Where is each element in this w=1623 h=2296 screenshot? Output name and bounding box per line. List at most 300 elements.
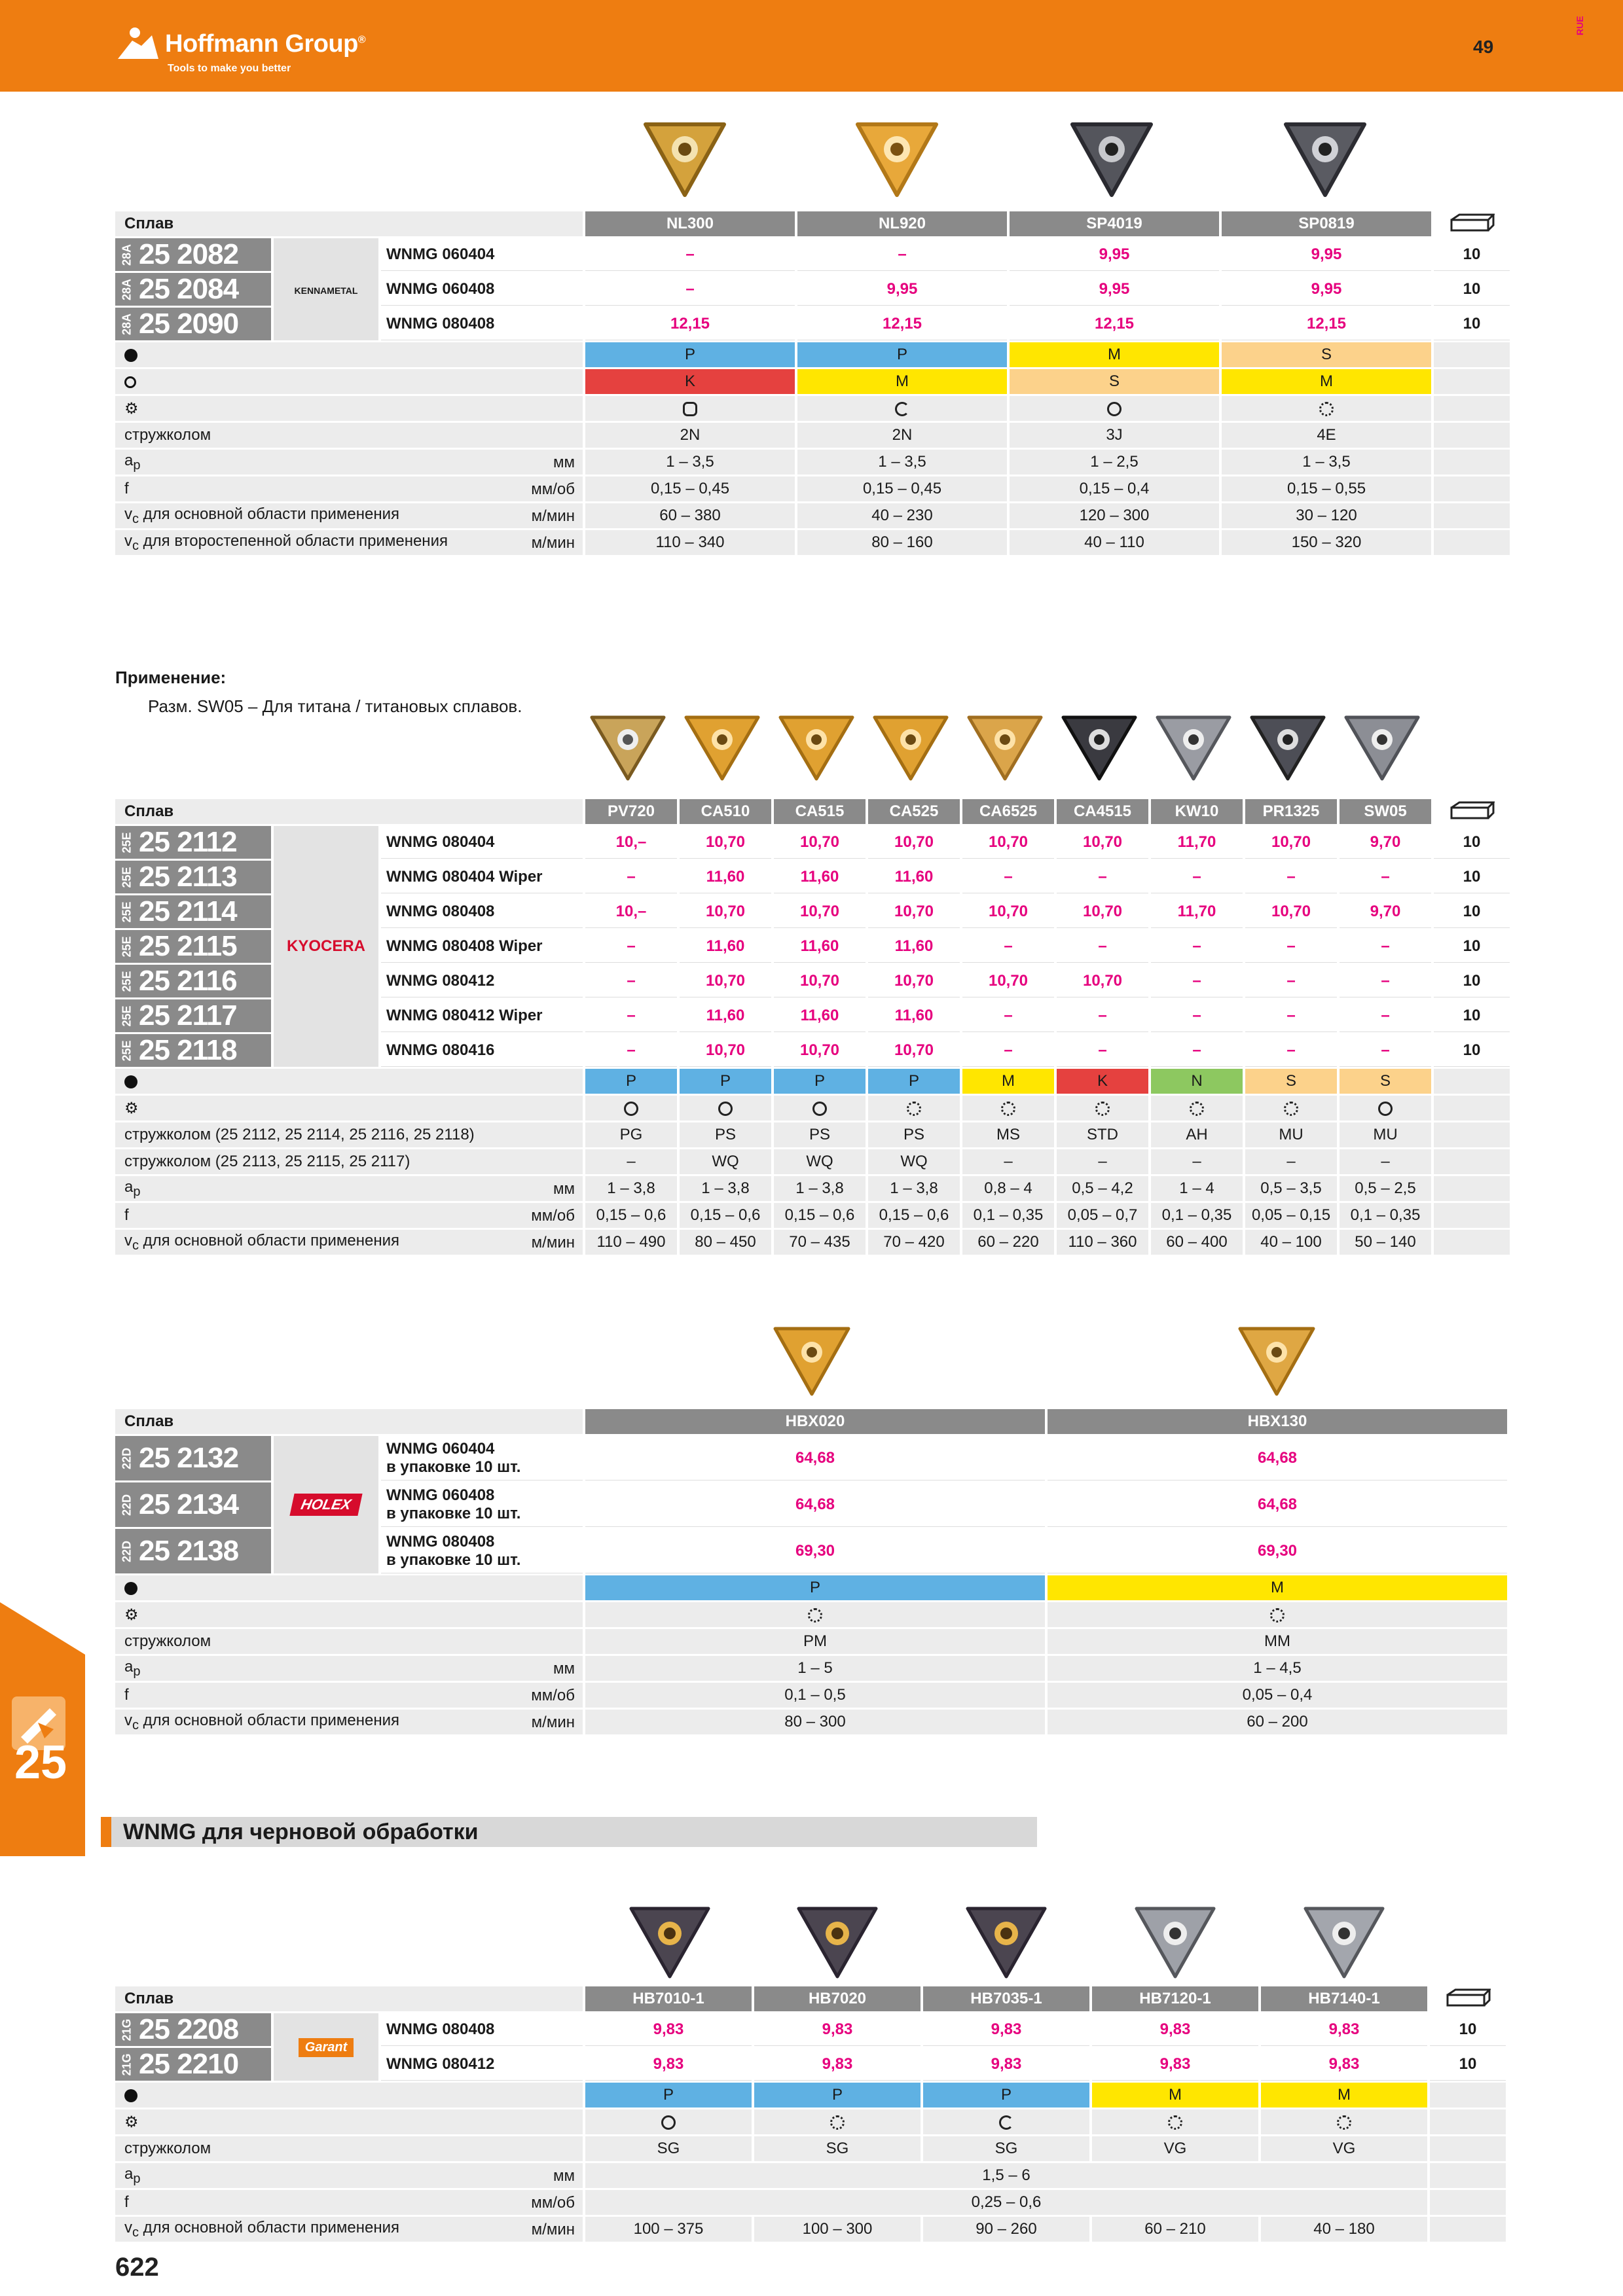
feed-value: 0,15 – 0,6: [868, 1203, 960, 1228]
ap-value: 1 – 5: [585, 1656, 1045, 1681]
ap-value: 0,5 – 2,5: [1340, 1176, 1431, 1201]
grade-header: HB7140-1: [1261, 1986, 1427, 2011]
vc-value: 110 – 360: [1057, 1230, 1148, 1255]
kyocera-table: [115, 797, 1512, 1257]
price: –: [962, 861, 1054, 893]
application-code: P: [680, 1069, 771, 1094]
price: –: [1057, 930, 1148, 963]
section-banner-mark: [101, 1817, 111, 1847]
ap-value: 1 – 3,8: [774, 1176, 866, 1201]
vc-value: 80 – 300: [585, 1710, 1045, 1734]
price: 10,70: [1057, 965, 1148, 997]
price: –: [1057, 861, 1148, 893]
article-number: 22D 25 2134: [115, 1482, 271, 1527]
chipbreaker-shape-label: [115, 2109, 583, 2134]
chapter-number: 25: [14, 1736, 67, 1789]
kennametal-logo: KENNAMETAL: [274, 238, 378, 340]
price: –: [1245, 965, 1337, 997]
insert-image-hbx130: [1231, 1316, 1322, 1401]
application-code: K: [585, 369, 795, 394]
chipbreaker-shape-icon: [1319, 402, 1334, 416]
open-circle-icon: [124, 376, 136, 388]
insert-code: WNMG 060408 в упаковке 10 шт.: [381, 1482, 583, 1527]
price: 10,70: [962, 895, 1054, 928]
feed-label: f мм/об: [115, 2190, 583, 2215]
alloy-label: Сплав: [115, 1409, 583, 1434]
ap-value: 1 – 3,5: [797, 450, 1007, 475]
application-code: S: [1010, 369, 1219, 394]
application-title: Применение:: [115, 668, 227, 687]
pack-qty: 10: [1430, 2013, 1506, 2046]
package-icon: [1449, 800, 1495, 819]
feed-value: 0,15 – 0,45: [797, 476, 1007, 501]
chipbreaker-shape-icon: [812, 1102, 827, 1116]
vc-value: 30 – 120: [1222, 503, 1431, 528]
chipbreaker-shape-icon: [1095, 1102, 1110, 1116]
vc-value: 110 – 490: [585, 1230, 677, 1255]
grade-header: SW05: [1340, 799, 1431, 824]
vc-value: 80 – 450: [680, 1230, 771, 1255]
article-number: 28A 25 2090: [115, 308, 271, 340]
price: 12,15: [585, 308, 795, 340]
price: 10,–: [585, 895, 677, 928]
price: –: [1340, 930, 1431, 963]
grade-header: KW10: [1151, 799, 1243, 824]
holex-logo: HOLEX: [274, 1436, 378, 1573]
application-code: M: [1010, 342, 1219, 367]
application-code: M: [1222, 369, 1431, 394]
price: 9,95: [1222, 273, 1431, 306]
grade-header: PV720: [585, 799, 677, 824]
chipbreaker-value: AH: [1151, 1122, 1243, 1147]
kyocera-logo: KYOCERA: [274, 826, 378, 1067]
chipbreaker-value: –: [1340, 1149, 1431, 1174]
price: 11,70: [1151, 826, 1243, 859]
price: –: [797, 238, 1007, 271]
chipbreaker-value: 2N: [797, 423, 1007, 448]
page-number-top: 49: [1473, 37, 1494, 57]
ap-value: 1 – 4,5: [1048, 1656, 1507, 1681]
insert-image: [1148, 706, 1239, 784]
price: –: [1340, 861, 1431, 893]
grade-header: HB7010-1: [585, 1986, 752, 2011]
chipbreaker-label: стружколом: [115, 423, 583, 448]
chipbreaker-value: PS: [868, 1122, 960, 1147]
application-code: M: [1092, 2083, 1258, 2108]
chipbreaker-value: MS: [962, 1122, 1054, 1147]
chipbreaker-shape-icon: [1378, 1102, 1393, 1116]
chipbreaker-label: стружколом (25 2112, 25 2114, 25 2116, 25 2118): [115, 1122, 583, 1147]
pack-qty: 10: [1434, 965, 1510, 997]
chipbreaker-value: PS: [680, 1122, 771, 1147]
chipbreaker-value: –: [585, 1149, 677, 1174]
pack-qty: 10: [1434, 895, 1510, 928]
vc-value: 40 – 100: [1245, 1230, 1337, 1255]
vc-value: 60 – 200: [1048, 1710, 1507, 1734]
insert-code: WNMG 080408 Wiper: [381, 930, 583, 963]
feed-value: 0,15 – 0,55: [1222, 476, 1431, 501]
application-text: Разм. SW05 – Для титана / титановых сплавов.: [148, 696, 522, 716]
insert-code: WNMG 060408: [381, 273, 583, 306]
application-code: M: [1048, 1575, 1507, 1600]
gear-icon: ⚙: [124, 1605, 139, 1624]
chipbreaker-shape-icon: [624, 1102, 638, 1116]
insert-code: WNMG 080408: [381, 308, 583, 340]
chipbreaker-label: стружколом: [115, 2136, 583, 2161]
insert-code: WNMG 080408: [381, 895, 583, 928]
vc-value: 40 – 230: [797, 503, 1007, 528]
price: 10,70: [774, 895, 866, 928]
price: 10,70: [1057, 826, 1148, 859]
grade-header: SP0819: [1222, 211, 1431, 236]
grade-header: HB7035-1: [923, 1986, 1089, 2011]
chipbreaker-value: PG: [585, 1122, 677, 1147]
application-code: M: [1261, 2083, 1427, 2108]
secondary-application-label: [115, 369, 583, 394]
alloy-label: Сплав: [115, 799, 583, 824]
price: –: [1245, 1034, 1337, 1067]
vc-value: 90 – 260: [923, 2217, 1089, 2242]
vc-secondary-label: $v_c$ для второстепенной области применения м/мин: [115, 530, 583, 555]
filled-circle-icon: [124, 2089, 137, 2102]
price: 10,70: [1245, 895, 1337, 928]
depth-of-cut-label: $a_p$ мм: [115, 1176, 583, 1201]
feed-value: 0,05 – 0,7: [1057, 1203, 1148, 1228]
article-number: 25E 25 2115: [115, 930, 271, 963]
price: 10,70: [774, 965, 866, 997]
vc-value: 110 – 340: [585, 530, 795, 555]
price: –: [585, 999, 677, 1032]
main-application-label: [115, 1575, 583, 1600]
vc-value: 70 – 435: [774, 1230, 866, 1255]
insert-image-hb7020: [788, 1895, 886, 1983]
vc-value: 100 – 300: [754, 2217, 921, 2242]
application-code: P: [774, 1069, 866, 1094]
chipbreaker-value: 3J: [1010, 423, 1219, 448]
grade-header: SP4019: [1010, 211, 1219, 236]
price: 11,60: [680, 999, 771, 1032]
price: 11,60: [868, 999, 960, 1032]
article-number: 25E 25 2114: [115, 895, 271, 928]
section-title: WNMG для черновой обработки: [123, 1820, 479, 1844]
application-code: M: [962, 1069, 1054, 1094]
price: 10,70: [1057, 895, 1148, 928]
price: 9,83: [754, 2048, 921, 2081]
price: –: [1151, 1034, 1243, 1067]
price: –: [1057, 1034, 1148, 1067]
insert-code: WNMG 080416: [381, 1034, 583, 1067]
price: 10,70: [868, 826, 960, 859]
vc-main-label: $v_c$ для основной области применения м/мин: [115, 2217, 583, 2242]
feed-value: 0,1 – 0,35: [1340, 1203, 1431, 1228]
chipbreaker-shape-icon: [1107, 402, 1122, 416]
gear-icon: ⚙: [124, 2113, 139, 2131]
price: 9,83: [754, 2013, 921, 2046]
insert-image-hb7140-1: [1295, 1895, 1393, 1983]
pack-qty: 10: [1434, 1034, 1510, 1067]
price: –: [585, 930, 677, 963]
application-code: M: [797, 369, 1007, 394]
insert-code: WNMG 080412 Wiper: [381, 999, 583, 1032]
insert-image-hb7120-1: [1126, 1895, 1224, 1983]
price: –: [1057, 999, 1148, 1032]
feed-value: 0,15 – 0,4: [1010, 476, 1219, 501]
insert-code: WNMG 080408 в упаковке 10 шт.: [381, 1529, 583, 1573]
article-number: 25E 25 2113: [115, 861, 271, 893]
application-code: K: [1057, 1069, 1148, 1094]
insert-image: [1337, 706, 1427, 784]
price: 10,70: [680, 1034, 771, 1067]
brand-tagline: Tools to make you better: [168, 63, 291, 74]
grade-header: HB7120-1: [1092, 1986, 1258, 2011]
ap-value: 1 – 3,5: [585, 450, 795, 475]
chipbreaker-shape-icon: [830, 2115, 845, 2130]
price: 9,83: [1092, 2048, 1258, 2081]
filled-circle-icon: [124, 349, 137, 362]
article-number: 21G 25 2208: [115, 2013, 271, 2046]
price: 9,83: [923, 2013, 1089, 2046]
chipbreaker-value: VG: [1261, 2136, 1427, 2161]
chipbreaker-value: –: [962, 1149, 1054, 1174]
feed-value: 0,15 – 0,6: [585, 1203, 677, 1228]
ap-value: 1 – 3,8: [868, 1176, 960, 1201]
chipbreaker-shape-icon: [808, 1608, 822, 1623]
garant-table: [115, 1984, 1508, 2244]
price: –: [585, 965, 677, 997]
price: 10,70: [774, 1034, 866, 1067]
chipbreaker-value: 4E: [1222, 423, 1431, 448]
price: 64,68: [1048, 1436, 1507, 1480]
feed-value: 0,1 – 0,35: [1151, 1203, 1243, 1228]
price: 9,95: [797, 273, 1007, 306]
brand-name: Hoffmann Group®: [165, 30, 366, 58]
feed-value: 0,05 – 0,4: [1048, 1683, 1507, 1708]
price: –: [1245, 930, 1337, 963]
insert-image-hb7035-1: [957, 1895, 1055, 1983]
vc-value: 120 – 300: [1010, 503, 1219, 528]
vc-value: 80 – 160: [797, 530, 1007, 555]
application-code: P: [585, 1575, 1045, 1600]
price: 10,70: [774, 826, 866, 859]
price: 9,83: [585, 2013, 752, 2046]
article-number: 25E 25 2116: [115, 965, 271, 997]
grade-header: CA515: [774, 799, 866, 824]
feed-value: 0,15 – 0,45: [585, 476, 795, 501]
vc-main-label: $v_c$ для основной области применения м/мин: [115, 503, 583, 528]
price: 9,83: [1261, 2048, 1427, 2081]
package-icon: [1445, 1987, 1491, 2007]
insert-image: [1243, 706, 1333, 784]
filled-circle-icon: [124, 1582, 137, 1595]
ap-value: 0,8 – 4: [962, 1176, 1054, 1201]
insert-image-nl300: [632, 110, 737, 202]
insert-image-sp4019: [1059, 110, 1164, 202]
feed-value: 0,1 – 0,35: [962, 1203, 1054, 1228]
page-number-bottom: 622: [115, 2253, 159, 2282]
gear-icon: ⚙: [124, 399, 139, 418]
insert-code: WNMG 080404 Wiper: [381, 861, 583, 893]
article-number: 22D 25 2138: [115, 1529, 271, 1573]
price: 12,15: [797, 308, 1007, 340]
feed-value: 0,15 – 0,6: [680, 1203, 771, 1228]
price: 10,70: [868, 895, 960, 928]
price: 11,60: [774, 861, 866, 893]
chipbreaker-shape-icon: [1168, 2115, 1182, 2130]
depth-of-cut-label: $a_p$ мм: [115, 1656, 583, 1681]
chipbreaker-shape-icon: [661, 2115, 676, 2130]
pack-qty: 10: [1434, 238, 1510, 271]
chipbreaker-value: –: [1151, 1149, 1243, 1174]
ap-value: 1 – 3,8: [680, 1176, 771, 1201]
price: 69,30: [1048, 1529, 1507, 1573]
application-code: P: [868, 1069, 960, 1094]
ap-value: 1,5 – 6: [585, 2163, 1427, 2188]
price: 12,15: [1010, 308, 1219, 340]
vc-value: 40 – 110: [1010, 530, 1219, 555]
chipbreaker-shape-label: [115, 1096, 583, 1121]
price: –: [1245, 999, 1337, 1032]
price: 11,60: [774, 999, 866, 1032]
pack-qty: 10: [1434, 826, 1510, 859]
ap-value: 0,5 – 3,5: [1245, 1176, 1337, 1201]
vc-value: 60 – 400: [1151, 1230, 1243, 1255]
price: –: [962, 999, 1054, 1032]
ap-value: 0,5 – 4,2: [1057, 1176, 1148, 1201]
chipbreaker-value: –: [1057, 1149, 1148, 1174]
main-application-label: [115, 2083, 583, 2108]
price: –: [1151, 930, 1243, 963]
insert-image-sp0819: [1273, 110, 1377, 202]
price: –: [585, 238, 795, 271]
price: 9,95: [1010, 273, 1219, 306]
application-code: P: [797, 342, 1007, 367]
grade-header: NL920: [797, 211, 1007, 236]
grade-header: HB7020: [754, 1986, 921, 2011]
chipbreaker-value: WQ: [680, 1149, 771, 1174]
feed-value: 0,15 – 0,6: [774, 1203, 866, 1228]
chipbreaker-shape-icon: [999, 2115, 1013, 2130]
pack-qty: 10: [1434, 999, 1510, 1032]
price: –: [585, 861, 677, 893]
insert-image-hb7010-1: [621, 1895, 719, 1983]
chipbreaker-value: SG: [585, 2136, 752, 2161]
chipbreaker-shape-icon: [1190, 1102, 1204, 1116]
pack-qty: 10: [1434, 308, 1510, 340]
chipbreaker-wiper-label: стружколом (25 2113, 25 2115, 25 2117): [115, 1149, 583, 1174]
insert-code: WNMG 060404 в упаковке 10 шт.: [381, 1436, 583, 1480]
insert-image: [960, 706, 1050, 784]
insert-image-nl920: [845, 110, 949, 202]
insert-image: [677, 706, 767, 784]
price: 11,60: [774, 930, 866, 963]
vc-value: 60 – 380: [585, 503, 795, 528]
vc-value: 100 – 375: [585, 2217, 752, 2242]
main-application-label: [115, 1069, 583, 1094]
chipbreaker-value: WQ: [774, 1149, 866, 1174]
chipbreaker-value: MM: [1048, 1629, 1507, 1654]
grade-header: HBX020: [585, 1409, 1045, 1434]
article-number: 25E 25 2117: [115, 999, 271, 1032]
insert-image: [866, 706, 956, 784]
chipbreaker-value: PS: [774, 1122, 866, 1147]
price: –: [1340, 999, 1431, 1032]
chipbreaker-value: PM: [585, 1629, 1045, 1654]
application-code: S: [1340, 1069, 1431, 1094]
vc-value: 60 – 210: [1092, 2217, 1258, 2242]
feed-label: f мм/об: [115, 1203, 583, 1228]
chipbreaker-value: MU: [1245, 1122, 1337, 1147]
pack-qty: 10: [1434, 930, 1510, 963]
alloy-label: Сплав: [115, 1986, 583, 2011]
feed-label: f мм/об: [115, 1683, 583, 1708]
price: 69,30: [585, 1529, 1045, 1573]
chipbreaker-value: –: [1245, 1149, 1337, 1174]
price: –: [585, 1034, 677, 1067]
price: 11,60: [680, 930, 771, 963]
price: –: [1151, 861, 1243, 893]
price: 64,68: [1048, 1482, 1507, 1527]
price: 10,70: [962, 826, 1054, 859]
chipbreaker-shape-icon: [1001, 1102, 1015, 1116]
grade-header: CA510: [680, 799, 771, 824]
application-code: P: [585, 342, 795, 367]
price: 9,83: [1261, 2013, 1427, 2046]
ap-value: 1 – 3,8: [585, 1176, 677, 1201]
feed-value: 0,1 – 0,5: [585, 1683, 1045, 1708]
price: 10,70: [680, 895, 771, 928]
chipbreaker-label: стружколом: [115, 1629, 583, 1654]
holex-table: [115, 1407, 1510, 1736]
garant-logo: Garant: [274, 2013, 378, 2081]
price: 10,–: [585, 826, 677, 859]
price: 9,83: [923, 2048, 1089, 2081]
vc-value: 50 – 140: [1340, 1230, 1431, 1255]
price: 9,83: [585, 2048, 752, 2081]
price: 64,68: [585, 1436, 1045, 1480]
pack-header: [1434, 211, 1510, 236]
chipbreaker-shape-icon: [1284, 1102, 1298, 1116]
ap-value: 1 – 3,5: [1222, 450, 1431, 475]
chipbreaker-shape-icon: [907, 1102, 921, 1116]
price: 11,60: [868, 861, 960, 893]
ap-value: 1 – 2,5: [1010, 450, 1219, 475]
insert-code: WNMG 080408: [381, 2013, 583, 2046]
price: 10,70: [868, 1034, 960, 1067]
price: 10,70: [1245, 826, 1337, 859]
article-number: 21G 25 2210: [115, 2048, 271, 2081]
grade-header: CA4515: [1057, 799, 1148, 824]
insert-image-hbx020: [766, 1316, 858, 1401]
feed-value: 0,05 – 0,15: [1245, 1203, 1337, 1228]
price: 9,83: [1092, 2013, 1258, 2046]
vc-main-label: $v_c$ для основной области применения м/мин: [115, 1710, 583, 1734]
insert-image: [771, 706, 862, 784]
application-code: P: [585, 1069, 677, 1094]
ap-value: 1 – 4: [1151, 1176, 1243, 1201]
application-code: S: [1245, 1069, 1337, 1094]
price: –: [962, 1034, 1054, 1067]
insert-image: [583, 706, 673, 784]
pack-header: [1430, 1986, 1506, 2011]
grade-header: HBX130: [1048, 1409, 1507, 1434]
vc-value: 70 – 420: [868, 1230, 960, 1255]
price: 12,15: [1222, 308, 1431, 340]
application-code: P: [754, 2083, 921, 2108]
price: –: [1151, 999, 1243, 1032]
price: 64,68: [585, 1482, 1045, 1527]
feed-label: f мм/об: [115, 476, 583, 501]
price: 10,70: [868, 965, 960, 997]
